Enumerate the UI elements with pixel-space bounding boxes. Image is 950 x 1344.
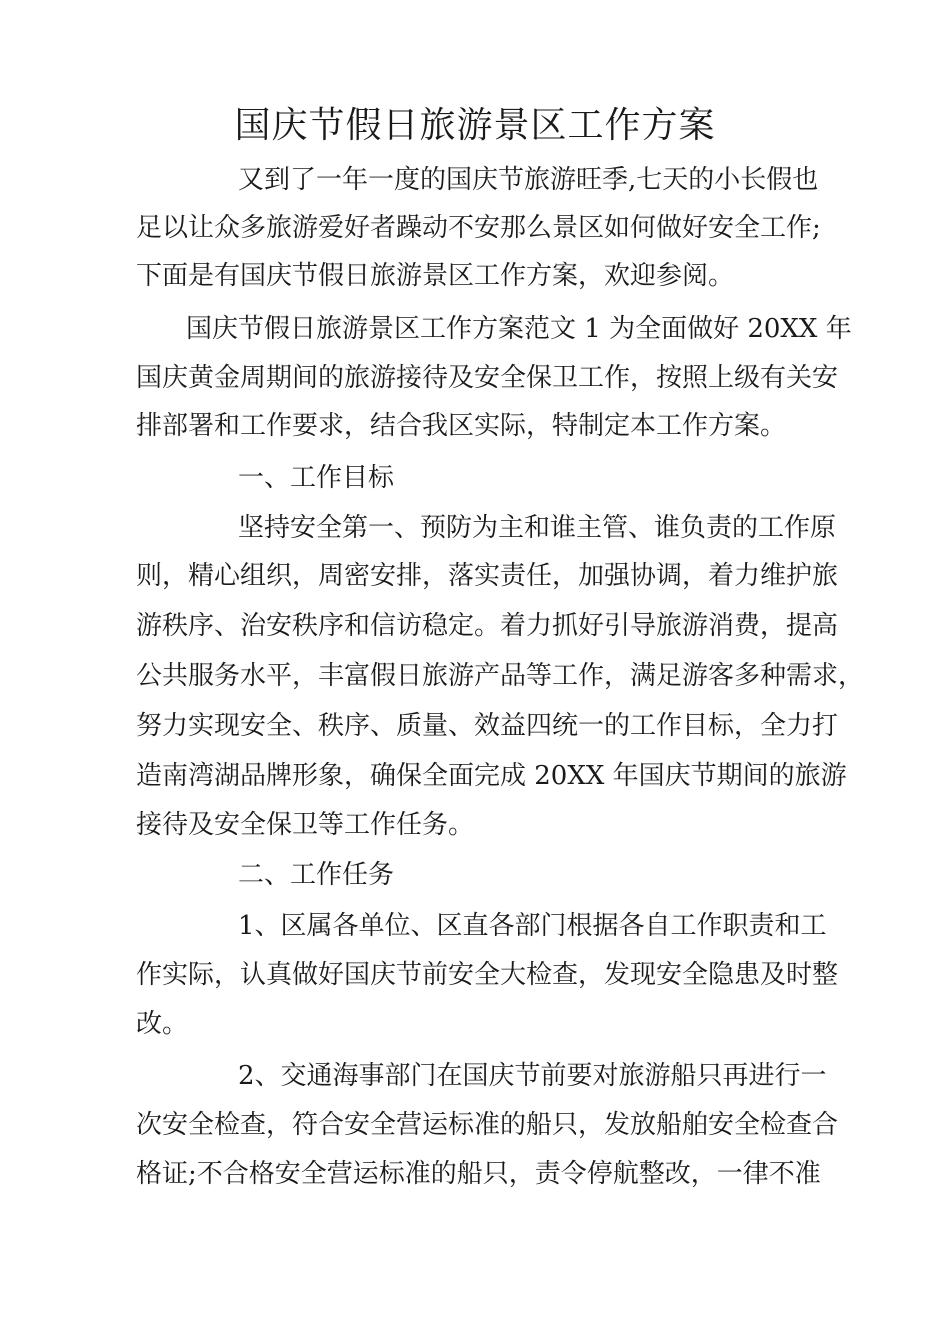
text-line: 则，精心组织，周密安排，落实责任，加强协调，着力维护旅 — [136, 561, 839, 591]
document-title: 国庆节假日旅游景区工作方案 — [234, 105, 716, 146]
text-line: 下面是有国庆节假日旅游景区工作方案，欢迎参阅。 — [136, 261, 735, 291]
text-line: 坚持安全第一、预防为主和谁主管、谁负责的工作原 — [238, 513, 837, 543]
text-line: 足以让众多旅游爱好者躁动不安那么景区如何做好安全工作; — [136, 213, 821, 243]
text-line: 国庆节假日旅游景区工作方案范文 1 为全面做好 20XX 年 — [186, 314, 852, 344]
text-line: 1、区属各单位、区直各部门根据各自工作职责和工 — [238, 911, 827, 941]
text-line: 2、交通海事部门在国庆节前要对旅游船只再进行一 — [238, 1061, 827, 1091]
text-line: 作实际，认真做好国庆节前安全大检查，发现安全隐患及时整 — [136, 960, 839, 990]
text-line: 排部署和工作要求，结合我区实际，特制定本工作方案。 — [136, 411, 787, 441]
text-line: 努力实现安全、秩序、质量、效益四统一的工作目标，全力打 — [136, 711, 839, 741]
text-line: 国庆黄金周期间的旅游接待及安全保卫工作，按照上级有关安 — [136, 363, 839, 393]
text-line: 造南湾湖品牌形象，确保全面完成 20XX 年国庆节期间的旅游 — [136, 761, 847, 791]
text-line: 格证;不合格安全营运标准的船只，责令停航整改，一律不准 — [136, 1159, 821, 1189]
text-line: 公共服务水平，丰富假日旅游产品等工作，满足游客多种需求， — [136, 661, 865, 691]
text-line: 又到了一年一度的国庆节旅游旺季,七天的小长假也 — [238, 165, 819, 195]
section-heading: 二、工作任务 — [238, 860, 395, 890]
section-heading: 一、工作目标 — [238, 463, 395, 493]
text-line: 次安全检查，符合安全营运标准的船只，发放船舶安全检查合 — [136, 1110, 839, 1140]
text-line: 改。 — [136, 1009, 189, 1039]
text-line: 游秩序、治安秩序和信访稳定。着力抓好引导旅游消费，提高 — [136, 611, 839, 641]
text-line: 接待及安全保卫等工作任务。 — [136, 810, 475, 840]
